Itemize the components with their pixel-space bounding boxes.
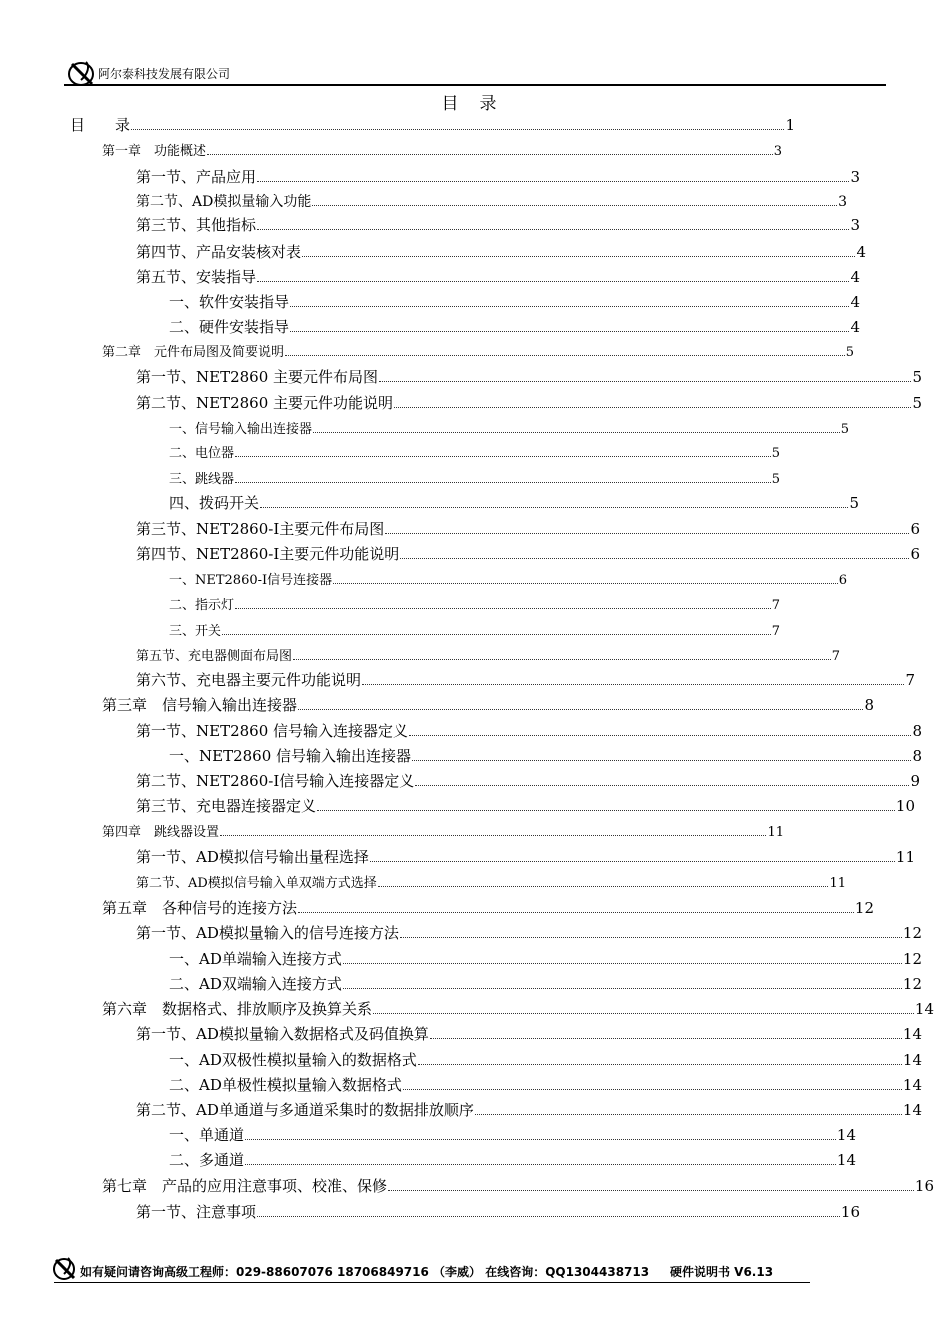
toc-entry-page: 6	[838, 573, 847, 588]
toc-leader-dots	[394, 407, 911, 408]
toc-entry-page: 14	[914, 1000, 934, 1018]
toc-leader-dots	[285, 355, 845, 356]
toc-leader-dots	[302, 256, 855, 257]
toc-entry-page: 5	[771, 446, 780, 461]
toc-entry-title: 一、软件安装指导	[169, 293, 290, 311]
toc-entry[interactable]	[169, 599, 780, 612]
toc-entry-title: 第一节、AD模拟量输入数据格式及码值换算	[136, 1025, 429, 1043]
toc-entry-title: 第二节、NET2860 主要元件功能说明	[136, 394, 394, 412]
toc-entry[interactable]	[70, 118, 795, 133]
toc-entry-page: 5	[845, 345, 854, 360]
toc-entry-page: 5	[849, 494, 859, 512]
toc-leader-dots	[313, 432, 840, 433]
footer-rule	[54, 1282, 810, 1283]
toc-entry[interactable]	[136, 170, 860, 185]
toc-entry-page: 11	[895, 848, 915, 866]
toc-entry-title: 二、AD单极性模拟量输入数据格式	[169, 1076, 402, 1094]
toc-leader-dots	[298, 912, 854, 913]
toc-entry[interactable]	[169, 423, 849, 436]
toc-entry-page: 8	[912, 747, 922, 765]
toc-leader-dots	[293, 659, 831, 660]
toc-leader-dots	[418, 1064, 902, 1065]
toc-leader-dots	[378, 886, 829, 887]
toc-leader-dots	[235, 608, 771, 609]
toc-entry[interactable]	[136, 396, 922, 411]
toc-entry-title: 二、电位器	[169, 446, 235, 461]
toc-entry-title: 第五节、安装指导	[136, 268, 257, 286]
toc-entry-title: 二、AD双端输入连接方式	[169, 975, 342, 993]
toc-leader-dots	[235, 482, 771, 483]
toc-entry[interactable]	[136, 245, 866, 260]
toc-leader-dots	[403, 1089, 902, 1090]
toc-entry-page: 3	[773, 144, 782, 159]
toc-entry[interactable]	[136, 850, 915, 865]
header-rule	[64, 84, 886, 86]
toc-leader-dots	[385, 533, 909, 534]
toc-leader-dots	[131, 129, 784, 130]
toc-entry-page: 14	[836, 1126, 856, 1144]
toc-entry[interactable]	[136, 774, 920, 789]
toc-entry[interactable]	[136, 195, 847, 209]
footer-contact-text: 如有疑问请咨询高级工程师：029-88607076 18706849716 （李威） 在线咨询：QQ1304438713 硬件说明书 V6.13	[80, 1265, 774, 1279]
toc-leader-dots	[220, 835, 766, 836]
toc-entry-title: 第四节、NET2860-I主要元件功能说明	[136, 545, 400, 563]
toc-entry-page: 12	[902, 924, 922, 942]
toc-entry[interactable]	[136, 1205, 860, 1220]
toc-entry[interactable]	[169, 1153, 856, 1168]
toc-entry[interactable]	[136, 218, 860, 233]
toc-leader-dots	[475, 1114, 902, 1115]
toc-entry[interactable]	[136, 370, 922, 385]
toc-entry-page: 8	[912, 722, 922, 740]
page-footer	[50, 1254, 820, 1284]
toc-entry-title: 第一章 功能概述	[102, 144, 207, 159]
toc-entry-page: 3	[850, 216, 860, 234]
toc-entry-title: 第四节、产品安装核对表	[136, 243, 302, 261]
toc-leader-dots	[290, 306, 849, 307]
toc-entry[interactable]	[169, 1053, 922, 1068]
toc-entry-page: 6	[910, 545, 920, 563]
toc-leader-dots	[415, 785, 909, 786]
toc-entry-page: 16	[914, 1177, 934, 1195]
toc-leader-dots	[400, 937, 902, 938]
toc-leader-dots	[235, 456, 771, 457]
toc-entry-title: 一、单通道	[169, 1126, 245, 1144]
toc-entry-page: 14	[902, 1051, 922, 1069]
toc-entry[interactable]	[169, 977, 922, 992]
toc-entry-title: 第三节、NET2860-I主要元件布局图	[136, 520, 385, 538]
toc-entry-title: 第六节、充电器主要元件功能说明	[136, 671, 362, 689]
toc-entry[interactable]	[169, 473, 780, 486]
toc-entry-title: 二、指示灯	[169, 598, 235, 613]
toc-entry-title: 三、开关	[169, 624, 222, 639]
toc-entry-page: 11	[829, 876, 846, 891]
toc-leader-dots	[222, 634, 771, 635]
toc-entry[interactable]	[169, 320, 860, 335]
toc-entry-title: 一、NET2860 信号输入输出连接器	[169, 747, 412, 765]
toc-entry-page: 14	[836, 1151, 856, 1169]
toc-entry-page: 12	[854, 899, 874, 917]
toc-entry[interactable]	[136, 270, 860, 285]
toc-entry-title: 第六章 数据格式、排放顺序及换算关系	[102, 1000, 373, 1018]
toc-entry-title: 第五章 各种信号的连接方法	[102, 899, 298, 917]
toc-entry-title: 二、硬件安装指导	[169, 318, 290, 336]
toc-entry-title: 第三章 信号输入输出连接器	[102, 696, 298, 714]
toc-leader-dots	[430, 1038, 902, 1039]
toc-entry-title: 第一节、产品应用	[136, 168, 257, 186]
toc-entry-title: 第五节、充电器侧面布局图	[136, 649, 293, 664]
toc-entry-page: 8	[864, 696, 874, 714]
toc-entry-title: 第四章 跳线器设置	[102, 825, 220, 840]
toc-leader-dots	[343, 963, 902, 964]
toc-entry-title: 第二节、AD单通道与多通道采集时的数据排放顺序	[136, 1101, 474, 1119]
toc-entry[interactable]	[136, 877, 846, 890]
toc-entry[interactable]	[136, 650, 840, 663]
toc-entry[interactable]	[169, 1128, 856, 1143]
toc-entry-title: 一、AD单端输入连接方式	[169, 950, 342, 968]
toc-entry-page: 7	[771, 624, 780, 639]
toc-entry-page: 5	[912, 394, 922, 412]
toc-entry-page: 5	[912, 368, 922, 386]
toc-entry[interactable]	[102, 826, 784, 839]
toc-entry-title: 第一节、AD模拟信号输出量程选择	[136, 848, 369, 866]
toc-entry-title: 四、拨码开关	[169, 494, 260, 512]
toc-entry-title: 第一节、NET2860 信号输入连接器定义	[136, 722, 409, 740]
toc-entry-page: 3	[850, 168, 860, 186]
toc-leader-dots	[400, 558, 909, 559]
toc-entry-page: 1	[785, 116, 795, 134]
toc-entry-page: 12	[902, 975, 922, 993]
toc-entry[interactable]	[169, 295, 860, 310]
toc-entry[interactable]	[136, 673, 915, 688]
toc-entry-page: 14	[902, 1025, 922, 1043]
toc-entry[interactable]	[136, 799, 915, 814]
toc-entry-page: 14	[902, 1101, 922, 1119]
toc-entry-page: 4	[850, 268, 860, 286]
toc-leader-dots	[317, 810, 895, 811]
toc-leader-dots	[362, 684, 904, 685]
toc-entry-page: 7	[771, 598, 780, 613]
toc-leader-dots	[312, 205, 837, 206]
toc-leader-dots	[412, 760, 911, 761]
toc-entry-title: 第一节、NET2860 主要元件布局图	[136, 368, 379, 386]
toc-leader-dots	[245, 1164, 836, 1165]
toc-entry[interactable]	[136, 1103, 922, 1118]
toc-entry-page: 4	[850, 293, 860, 311]
toc-entry-title: 一、NET2860-I信号连接器	[169, 573, 333, 588]
toc-entry[interactable]	[136, 1027, 922, 1042]
toc-entry[interactable]	[136, 547, 920, 562]
toc-entry-page: 4	[856, 243, 866, 261]
toc-entry-page: 16	[840, 1203, 860, 1221]
toc-entry-title: 第七章 产品的应用注意事项、校准、保修	[102, 1177, 388, 1195]
toc-entry-page: 11	[767, 825, 784, 840]
toc-leader-dots	[333, 583, 838, 584]
toc-entry[interactable]	[102, 1179, 934, 1194]
toc-entry-page: 3	[838, 194, 847, 210]
toc-entry-page: 5	[840, 422, 849, 437]
toc-entry[interactable]	[102, 901, 874, 916]
company-name: 阿尔泰科技发展有限公司	[98, 67, 231, 81]
footer-logo-icon	[50, 1254, 80, 1282]
toc-leader-dots	[257, 181, 849, 182]
toc-entry[interactable]	[169, 1078, 922, 1093]
toc-entry-title: 第二节、NET2860-I信号输入连接器定义	[136, 772, 415, 790]
toc-entry-title: 一、AD双极性模拟量输入的数据格式	[169, 1051, 417, 1069]
toc-entry-page: 9	[910, 772, 920, 790]
toc-entry-title: 第二节、AD模拟量输入功能	[136, 194, 312, 210]
toc-entry-title: 二、多通道	[169, 1151, 245, 1169]
toc-entry-page: 7	[905, 671, 915, 689]
toc-entry-title: 第三节、其他指标	[136, 216, 257, 234]
toc-entry[interactable]	[136, 926, 922, 941]
toc-entry[interactable]	[169, 447, 780, 460]
toc-entry-title: 三、跳线器	[169, 472, 235, 487]
toc-entry-page: 10	[895, 797, 915, 815]
toc-entry[interactable]	[136, 522, 920, 537]
toc-entry-page: 14	[902, 1076, 922, 1094]
toc-entry-page: 5	[771, 472, 780, 487]
toc-leader-dots	[409, 735, 911, 736]
toc-entry[interactable]	[169, 574, 847, 587]
toc-entry-page: 6	[910, 520, 920, 538]
toc-leader-dots	[298, 709, 863, 710]
toc-entry-page: 12	[902, 950, 922, 968]
toc-entry-title: 第一节、AD模拟量输入的信号连接方法	[136, 924, 399, 942]
toc-entry[interactable]	[136, 724, 922, 739]
toc-leader-dots	[260, 507, 848, 508]
toc-leader-dots	[388, 1190, 914, 1191]
toc-entry[interactable]	[102, 1002, 934, 1017]
toc-entry[interactable]	[102, 346, 854, 359]
toc-leader-dots	[290, 331, 849, 332]
toc-entry-page: 7	[831, 649, 840, 664]
toc-entry[interactable]	[169, 496, 859, 511]
page-header	[60, 56, 890, 90]
toc-entry-title: 一、信号输入输出连接器	[169, 422, 313, 437]
toc-leader-dots	[257, 229, 849, 230]
toc-leader-dots	[373, 1013, 914, 1014]
toc-title: 目 录	[441, 94, 499, 114]
toc-leader-dots	[257, 1216, 840, 1217]
toc-entry[interactable]	[102, 145, 782, 158]
toc-leader-dots	[245, 1139, 836, 1140]
toc-leader-dots	[343, 988, 902, 989]
toc-leader-dots	[207, 154, 773, 155]
toc-entry-title: 目 录	[70, 116, 131, 134]
toc-entry-title: 第一节、注意事项	[136, 1203, 257, 1221]
toc-leader-dots	[379, 381, 911, 382]
toc-leader-dots	[370, 861, 895, 862]
toc-entry-page: 4	[850, 318, 860, 336]
toc-entry[interactable]	[169, 749, 922, 764]
toc-entry-title: 第二节、AD模拟信号输入单双端方式选择	[136, 876, 377, 891]
toc-leader-dots	[257, 281, 849, 282]
toc-entry-title: 第三节、充电器连接器定义	[136, 797, 317, 815]
toc-entry[interactable]	[169, 952, 922, 967]
toc-entry[interactable]	[169, 625, 780, 638]
toc-entry[interactable]	[102, 698, 874, 713]
toc-entry-title: 第二章 元件布局图及简要说明	[102, 345, 285, 360]
